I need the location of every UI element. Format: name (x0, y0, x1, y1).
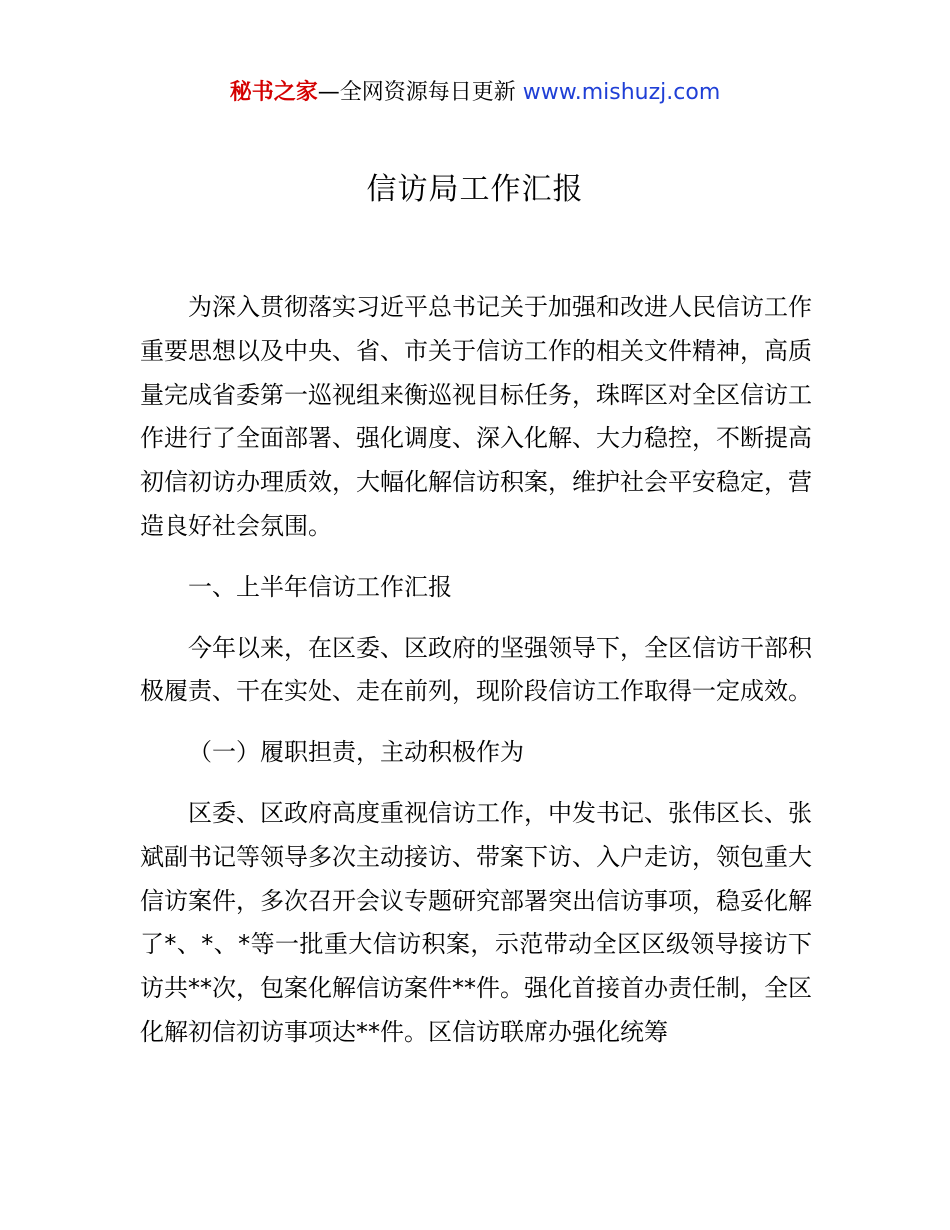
subsection-paragraph: 区委、区政府高度重视信访工作，中发书记、张伟区长、张斌副书记等领导多次主动接访、带案下访、入户走访，领包重大信访案件，多次召开会议专题研究部署突出信访事项，稳妥化解了*、*、*等一批重大信访积案，示范带动全区区级领导接访下访共**次，包案化解信访案件**件。强化首接首办责任制，全区化解初信初访事项达**件。区信访联席办强化统筹 (140, 798, 812, 1046)
section-paragraph: 今年以来，在区委、区政府的坚强领导下，全区信访干部积极履责、干在实处、走在前列，现阶段信访工作取得一定成效。 (140, 633, 812, 706)
document-title: 信访局工作汇报 (366, 172, 584, 207)
site-brand: 秘书之家 (229, 80, 318, 105)
subsection-heading: （一）履职担责，主动积极作为 (188, 738, 524, 767)
site-header (0, 76, 950, 110)
document-body (140, 286, 812, 1072)
site-url-link[interactable]: www.mishuzj.com (522, 80, 721, 105)
intro-paragraph: 为深入贯彻落实习近平总书记关于加强和改进人民信访工作重要思想以及中央、省、市关于信访工作的相关文件精神，高质量完成省委第一巡视组来衡巡视目标任务，珠晖区对全区信访工作进行了全面部署、强化调度、深入化解、大力稳控，不断提高初信初访办理质效，大幅化解信访积案，维护社会平安稳定，营造良好社会氛围。 (140, 293, 812, 540)
site-tagline: —全网资源每日更新 (317, 80, 523, 105)
section-heading: 一、上半年信访工作汇报 (188, 572, 452, 601)
